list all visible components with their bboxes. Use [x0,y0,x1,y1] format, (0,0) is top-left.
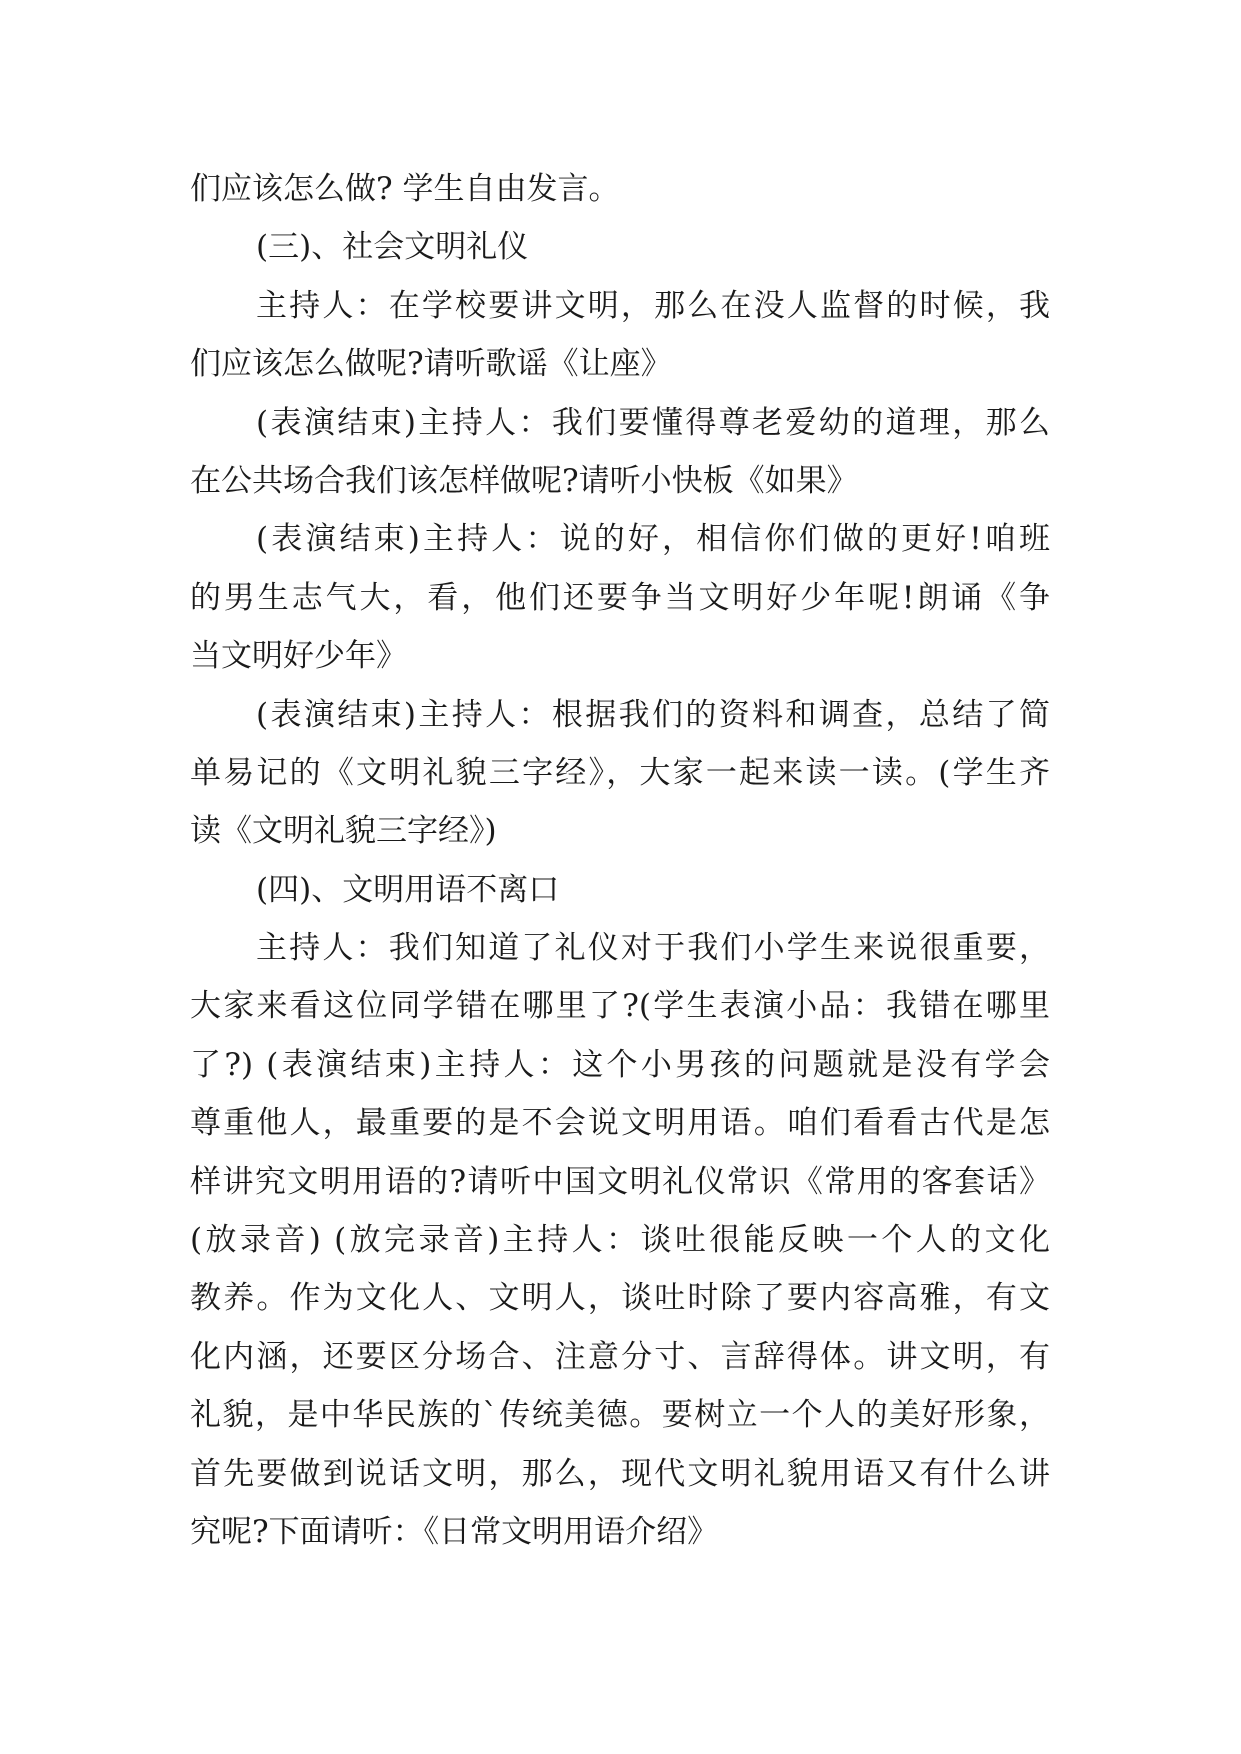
text-line: (表演结束)主持人：说的好，相信你们做的更好!咱班 [256,521,1050,558]
text-line: 礼貌，是中华民族的`传统美德。要树立一个人的美好形象， [190,1397,1050,1434]
text-line: 大家来看这位同学错在哪里了?(学生表演小品：我错在哪里 [190,988,1050,1025]
text-line: 的男生志气大，看，他们还要争当文明好少年呢!朗诵《争 [190,579,1050,616]
text-line: 了?) (表演结束)主持人：这个小男孩的问题就是没有学会 [190,1046,1050,1083]
text-line: (四)、文明用语不离口 [256,871,560,908]
text-line: 单易记的《文明礼貌三字经》，大家一起来读一读。(学生齐 [190,754,1050,791]
text-line: 首先要做到说话文明，那么，现代文明礼貌用语又有什么讲 [190,1455,1050,1492]
text-line: 主持人：在学校要讲文明，那么在没人监督的时候，我 [256,287,1050,324]
text-line: (三)、社会文明礼仪 [256,229,529,266]
text-line: 当文明好少年》 [190,638,407,675]
text-line: 们应该怎么做? 学生自由发言。 [190,171,620,207]
text-line: (表演结束)主持人：我们要懂得尊老爱幼的道理，那么 [256,404,1050,441]
text-line: 读《文明礼貌三字经》) [190,813,497,850]
text-line: 们应该怎么做呢?请听歌谣《让座》 [190,346,672,383]
text-line: 化内涵，还要区分场合、注意分寸、言辞得体。讲文明，有 [190,1338,1050,1375]
document-page [190,160,1050,1561]
text-line: 究呢?下面请听：《日常文明用语介绍》 [190,1513,719,1550]
text-line: 尊重他人，最重要的是不会说文明用语。咱们看看古代是怎 [190,1105,1050,1142]
text-line: 教养。作为文化人、文明人，谈吐时除了要内容高雅，有文 [190,1280,1050,1317]
text-line: (表演结束)主持人：根据我们的资料和调查，总结了简 [256,696,1050,733]
text-line: 样讲究文明用语的?请听中国文明礼仪常识《常用的客套话》 [190,1163,1050,1200]
text-line: (放录音) (放完录音)主持人：谈吐很能反映一个人的文化 [190,1222,1050,1259]
text-line: 主持人：我们知道了礼仪对于我们小学生来说很重要， [256,930,1050,967]
text-line: 在公共场合我们该怎样做呢?请听小快板《如果》 [190,462,858,499]
